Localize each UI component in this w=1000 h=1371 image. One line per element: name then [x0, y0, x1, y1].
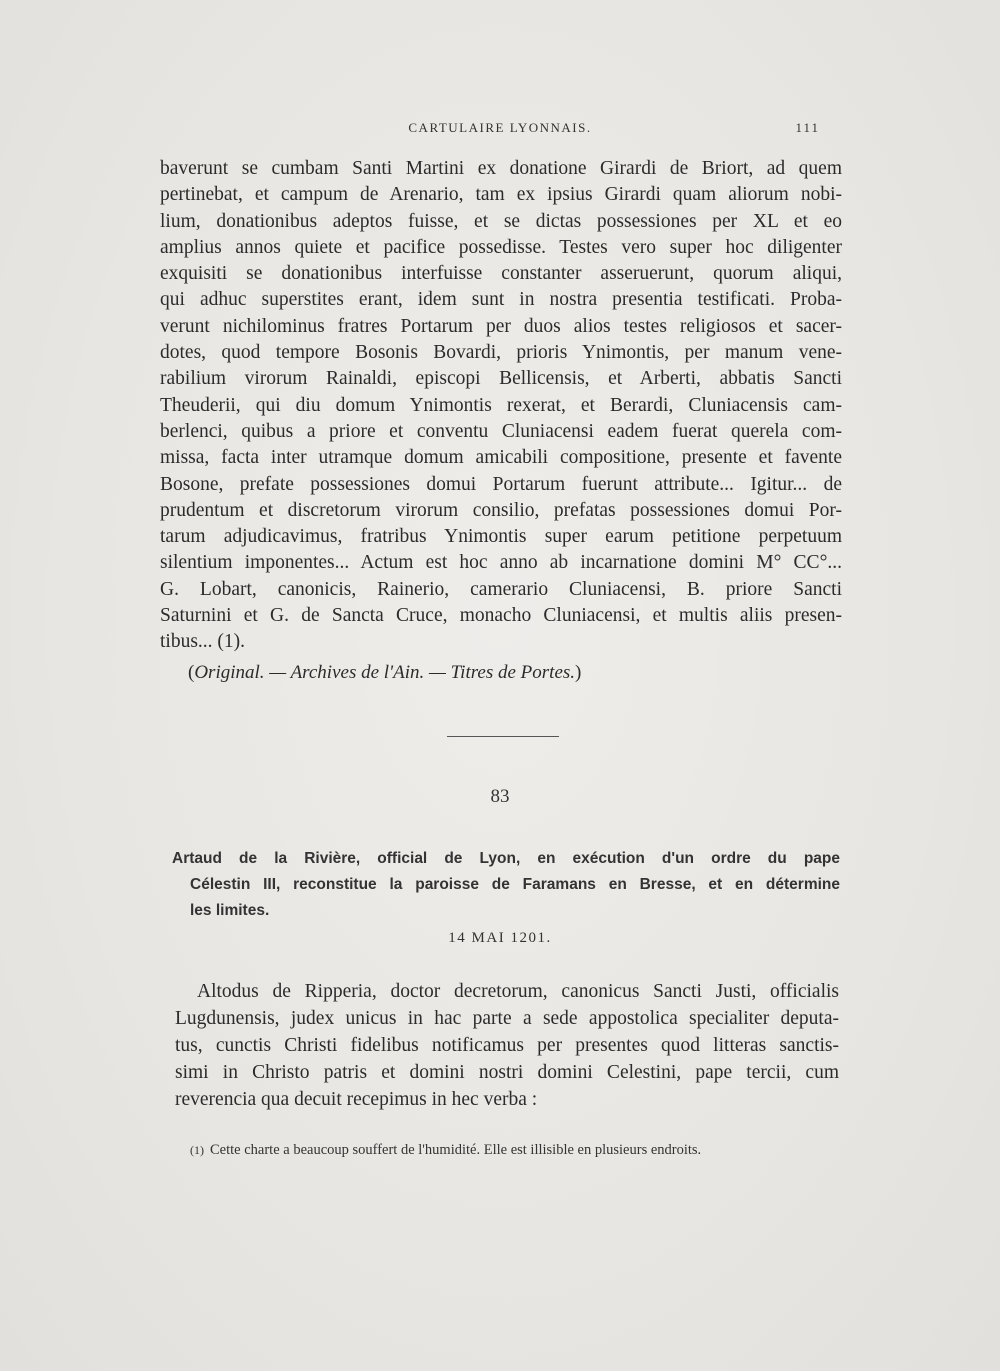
- text-line: G. Lobart, canonicis, Rainerio, camerario Cluniacensi, B. priore Sancti: [160, 578, 842, 600]
- text-line: qui adhuc superstites erant, idem sunt in nostra presentia testificati. Proba-: [160, 289, 842, 311]
- text-line: lium, donationibus adeptos fuisse, et se dictas possessiones per XL et eo: [160, 210, 842, 232]
- summary-line: les limites.: [190, 902, 270, 919]
- source-text: Original. — Archives de l'Ain. — Titres de Portes.: [194, 661, 576, 683]
- text-line: missa, facta inter utramque domum amicabili compositione, presente et favente: [160, 447, 842, 469]
- text-line: Lugdunensis, judex unicus in hac parte a sede appostolica specialiter deputa-: [175, 1008, 839, 1029]
- footnote: [190, 1142, 840, 1159]
- text-line: rabilium virorum Rainaldi, episcopi Bellicensis, et Arberti, abbatis Sancti: [160, 368, 842, 390]
- text-line: amplius annos quiete et pacifice possedisse. Testes vero super hoc diligenter: [160, 236, 842, 258]
- running-title: CARTULAIRE LYONNAIS.: [408, 120, 592, 135]
- document-summary: [172, 846, 840, 924]
- text-line: tibus... (1).: [160, 631, 246, 653]
- section-divider: [447, 736, 559, 737]
- text-line: simi in Christo patris et domini nostri domini Celestini, pape tercii, cum: [175, 1062, 839, 1083]
- text-line: Altodus de Ripperia, doctor decretorum, canonicus Sancti Justi, officialis: [197, 981, 839, 1002]
- document-date: 14 MAI 1201.: [448, 930, 552, 946]
- running-head: [160, 120, 840, 144]
- text-line: prudentum et discretorum virorum consilio, prefatas possessiones domui Por-: [160, 499, 842, 521]
- text-line: silentium imponentes... Actum est hoc anno ab incarnatione domini M° CC°...: [160, 552, 842, 574]
- text-line: exquisiti se donationibus interfuisse constanter asseruerunt, quorum aliqui,: [160, 263, 842, 285]
- summary-line: Artaud de la Rivière, official de Lyon, en exécution d'un ordre du pape: [172, 850, 840, 867]
- text-line: baverunt se cumbam Santi Martini ex donatione Girardi de Briort, ad quem: [160, 158, 842, 179]
- footnote-text: Cette charte a beaucoup souffert de l'humidité. Elle est illisible en plusieurs endroits.: [210, 1142, 702, 1158]
- source-close: ): [575, 661, 582, 683]
- page-number: 111: [795, 120, 820, 135]
- text-line: Theuderii, qui diu domum Ynimontis rexerat, et Berardi, Cluniacensis cam-: [160, 394, 842, 416]
- summary-line: Célestin III, reconstitue la paroisse de Faramans en Bresse, et en détermine: [190, 876, 840, 893]
- text-line: dotes, quod tempore Bosonis Bovardi, prioris Ynimontis, per manum vene-: [160, 342, 842, 364]
- text-line: Bosone, prefate possessiones domui Portarum fuerunt attribute... Igitur... de: [160, 473, 842, 495]
- text-line: tus, cunctis Christi fidelibus notificamus per presentes quod litteras sanctis-: [175, 1035, 839, 1056]
- continued-text: [160, 156, 842, 686]
- text-line: berlenci, quibus a priore et conventu Cluniacensi eadem fuerat querela com-: [160, 420, 842, 442]
- text-line: tarum adjudicavimus, fratribus Ynimontis super earum petitione perpetuum: [160, 526, 842, 548]
- text-line: Saturnini et G. de Sancta Cruce, monacho Cluniacensi, et multis aliis presen-: [160, 605, 842, 627]
- source-citation: [188, 660, 842, 686]
- text-line: pertinebat, et campum de Arenario, tam ex ipsius Girardi quam aliorum nobi-: [160, 184, 842, 206]
- text-line: reverencia qua decuit recepimus in hec verba :: [175, 1089, 538, 1110]
- footnote-mark: (1): [190, 1143, 204, 1157]
- document-text: [175, 978, 839, 1113]
- text-line: verunt nichilominus fratres Portarum per duos alios testes religiosos et sacer-: [160, 315, 842, 337]
- document-number: 83: [490, 786, 510, 807]
- source-open: (: [188, 661, 195, 683]
